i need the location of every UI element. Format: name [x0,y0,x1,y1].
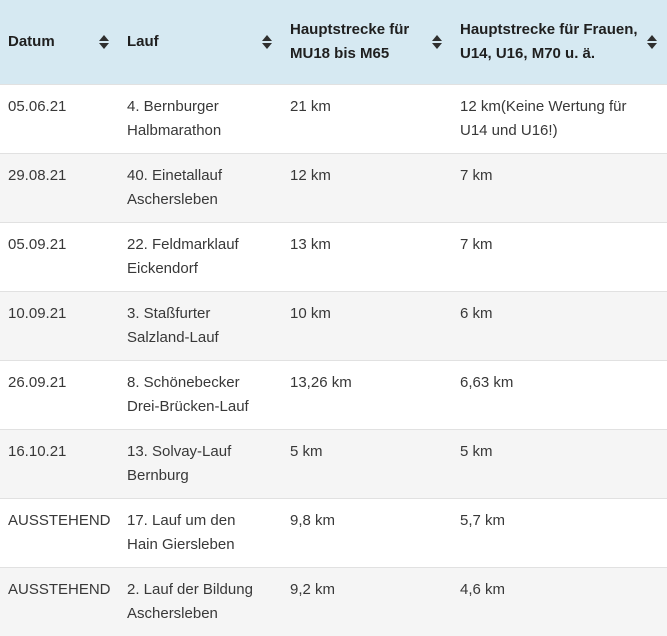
cell-strecke-maenner: 13 km [282,222,452,291]
table-row [0,84,667,153]
cell-datum: 05.06.21 [0,84,119,153]
cell-lauf [119,291,282,360]
cell-lauf-text: 2. Lauf der Bildung Aschersleben [127,580,253,622]
cell-lauf [119,429,282,498]
cell-lauf-text: 3. Staßfurter Salzland-Lauf [127,304,219,346]
cell-lauf [119,84,282,153]
table-row [0,360,667,429]
cell-lauf [119,498,282,567]
cell-strecke-frauen [452,153,667,222]
cell-strecke-maenner: 10 km [282,291,452,360]
cell-strecke-frauen-text: 6,63 km [460,373,514,391]
cell-strecke-frauen-text: 7 km [460,235,493,253]
cell-strecke-maenner: 12 km [282,153,452,222]
header-row [0,0,667,84]
column-header-hauptstrecke-maenner-label: Hauptstrecke für MU18 bis M65 [290,20,410,62]
cell-lauf-text: 13. Solvay-Lauf Bernburg [127,442,232,484]
cell-datum: AUSSTEHEND [0,498,119,567]
table-row [0,429,667,498]
column-header-datum[interactable] [0,0,119,84]
cell-strecke-frauen-text: 12 km(Keine Wertung für U14 und U16!) [460,97,627,139]
sort-updown-icon [647,35,657,49]
cell-strecke-frauen-text: 4,6 km [460,580,506,598]
cell-strecke-frauen [452,429,667,498]
cell-strecke-frauen [452,84,667,153]
cell-lauf-text: 8. Schönebecker Drei-Brücken-Lauf [127,373,249,415]
cell-strecke-frauen-text: 7 km [460,166,493,184]
table-row [0,153,667,222]
column-header-hauptstrecke-frauen[interactable] [452,0,667,84]
cell-strecke-frauen-text: 5 km [460,442,493,460]
cell-strecke-maenner: 21 km [282,84,452,153]
cell-strecke-frauen-text: 5,7 km [460,511,506,529]
table-row [0,567,667,636]
sort-updown-icon [432,35,442,49]
cell-strecke-frauen [452,567,667,636]
cell-datum: 26.09.21 [0,360,119,429]
cell-strecke-maenner: 9,2 km [282,567,452,636]
cell-lauf [119,360,282,429]
table-row [0,498,667,567]
table-row [0,222,667,291]
table-row [0,291,667,360]
cell-datum: 16.10.21 [0,429,119,498]
cell-lauf [119,222,282,291]
cell-strecke-frauen-text: 6 km [460,304,493,322]
cell-lauf-text: 22. Feldmarklauf Eickendorf [127,235,239,277]
cell-strecke-maenner: 13,26 km [282,360,452,429]
cell-datum: 10.09.21 [0,291,119,360]
cell-strecke-frauen [452,291,667,360]
cell-strecke-maenner: 9,8 km [282,498,452,567]
sort-updown-icon [262,35,272,49]
cell-datum: AUSSTEHEND [0,567,119,636]
cell-strecke-frauen [452,360,667,429]
cell-strecke-maenner: 5 km [282,429,452,498]
column-header-hauptstrecke-maenner[interactable] [282,0,452,84]
cell-lauf-text: 17. Lauf um den Hain Giersleben [127,511,236,553]
column-header-lauf-label: Lauf [127,32,159,50]
cell-lauf-text: 4. Bernburger Halbmarathon [127,97,222,139]
column-header-hauptstrecke-frauen-label: Hauptstrecke für Frauen, U14, U16, M70 u. ä. [460,20,638,62]
cell-strecke-frauen [452,222,667,291]
sort-updown-icon [99,35,109,49]
column-header-datum-label: Datum [8,32,55,50]
cell-strecke-frauen [452,498,667,567]
cell-datum: 05.09.21 [0,222,119,291]
cell-lauf [119,567,282,636]
cell-lauf-text: 40. Einetallauf Aschersleben [127,166,223,208]
cell-lauf [119,153,282,222]
cell-datum: 29.08.21 [0,153,119,222]
column-header-lauf[interactable] [119,0,282,84]
